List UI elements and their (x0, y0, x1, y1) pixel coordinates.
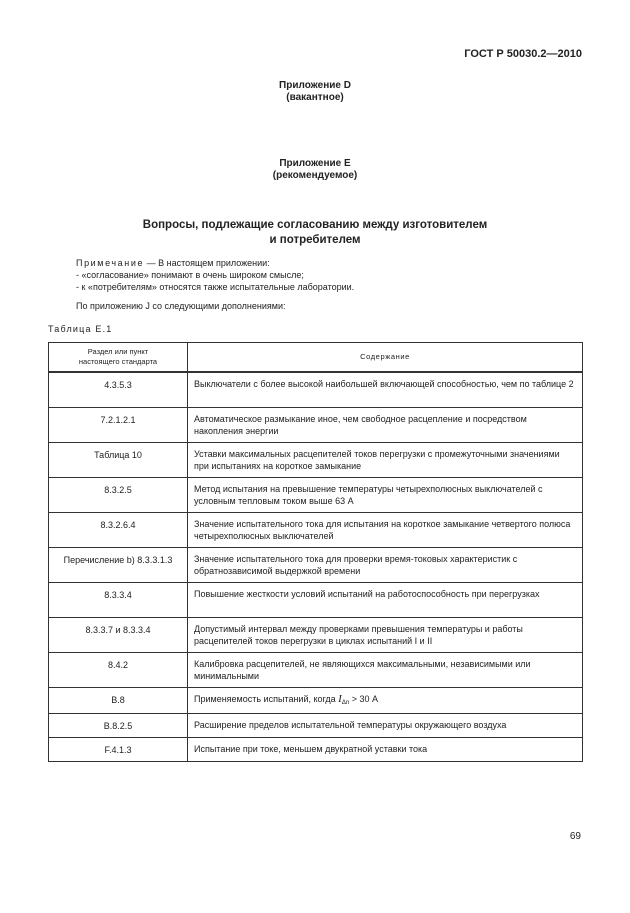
table-row (49, 442, 583, 477)
current-symbol: I (338, 692, 342, 705)
header-section-line-2: настоящего стандарта (78, 357, 158, 366)
annex-d-title: Приложение D (279, 80, 351, 91)
table-row (49, 477, 583, 512)
heading-line-1: Вопросы, подлежащие согласованию между изготовителем (142, 219, 488, 231)
section-cell: 8.3.2.6.4 (49, 512, 188, 547)
table-row (49, 547, 583, 582)
content-cell (188, 687, 583, 713)
table-row (49, 582, 583, 617)
section-cell: Таблица 10 (49, 442, 188, 477)
section-cell: 8.3.2.5 (49, 477, 188, 512)
standard-designation: ГОСТ Р 50030.2—2010 (464, 48, 582, 60)
header-content: Содержание (188, 343, 583, 373)
content-cell: Выключатели с более высокой наибольшей включающей способностью, чем по таблице 2 (188, 372, 583, 407)
note-item-2: - к «потребителям» относятся также испытательные лаборатории. (76, 282, 355, 292)
table-row (49, 713, 583, 737)
content-cell: Уставки максимальных расцепителей токов перегрузки с промежуточными значениями при испытаниях на короткое замыкание (188, 442, 583, 477)
content-cell: Допустимый интервал между проверками превышения температуры и работы расцепителей токов перегрузки в циклах испытаний I и II (188, 617, 583, 652)
section-cell: 8.3.3.7 и 8.3.3.4 (49, 617, 188, 652)
content-text: Применяемость испытаний, когда (194, 693, 339, 704)
section-cell: 8.4.2 (49, 652, 188, 687)
note-item-1: - «согласование» понимают в очень широком смысле; (76, 270, 304, 280)
annex-reference: По приложению J со следующими дополнениями: (76, 301, 286, 311)
header-section-line-1: Раздел или пункт (87, 347, 149, 356)
annex-e-block (0, 158, 630, 182)
table-row (49, 737, 583, 761)
current-subscript: Δn (341, 699, 350, 706)
page-number: 69 (569, 831, 581, 842)
header-section (49, 343, 188, 373)
table-row (49, 512, 583, 547)
table-header-row (49, 343, 583, 373)
note-line (76, 257, 270, 269)
content-cell: Испытание при токе, меньшем двукратной уставки тока (188, 737, 583, 761)
requirements-table (48, 342, 583, 762)
content-cell: Калибровка расцепителей, не являющихся максимальными, независимыми или минимальными (188, 652, 583, 687)
note-text: — В настоящем приложении: (144, 258, 270, 268)
content-cell: Расширение пределов испытательной температуры окружающего воздуха (188, 713, 583, 737)
content-cell: Автоматическое размыкание иное, чем свободное расцепление и посредством накопления энергии (188, 407, 583, 442)
note-label: Примечание (76, 258, 145, 268)
content-cell: Значение испытательного тока для проверки время-токовых характеристик с обратнозависимой выдержкой времени (188, 547, 583, 582)
annex-d-block (0, 80, 630, 104)
table-row (49, 687, 583, 713)
content-cell: Значение испытательного тока для испытания на короткое замыкание четвертого полюса четырехполюсных выключателей (188, 512, 583, 547)
section-cell: Перечисление b) 8.3.3.1.3 (49, 547, 188, 582)
table-row (49, 372, 583, 407)
content-cell: Метод испытания на превышение температуры четырехполюсных выключателей с условным тепловым током выше 63 А (188, 477, 583, 512)
content-text: > 30 А (349, 693, 378, 704)
table-row (49, 407, 583, 442)
annex-e-title: Приложение Е (279, 158, 351, 169)
section-cell: В.8.2.5 (49, 713, 188, 737)
heading-line-2: и потребителем (269, 234, 361, 246)
section-heading (0, 218, 630, 248)
table-caption: Таблица Е.1 (48, 324, 113, 334)
annex-d-status: (вакантное) (286, 92, 344, 103)
table-row (49, 652, 583, 687)
content-cell: Повышение жесткости условий испытаний на работоспособность при перегрузках (188, 582, 583, 617)
table-row (49, 617, 583, 652)
section-cell: F.4.1.3 (49, 737, 188, 761)
section-cell: 8.3.3.4 (49, 582, 188, 617)
section-cell: 4.3.5.3 (49, 372, 188, 407)
section-cell: 7.2.1.2.1 (49, 407, 188, 442)
annex-e-status: (рекомендуемое) (272, 170, 358, 181)
section-cell: В.8 (49, 687, 188, 713)
